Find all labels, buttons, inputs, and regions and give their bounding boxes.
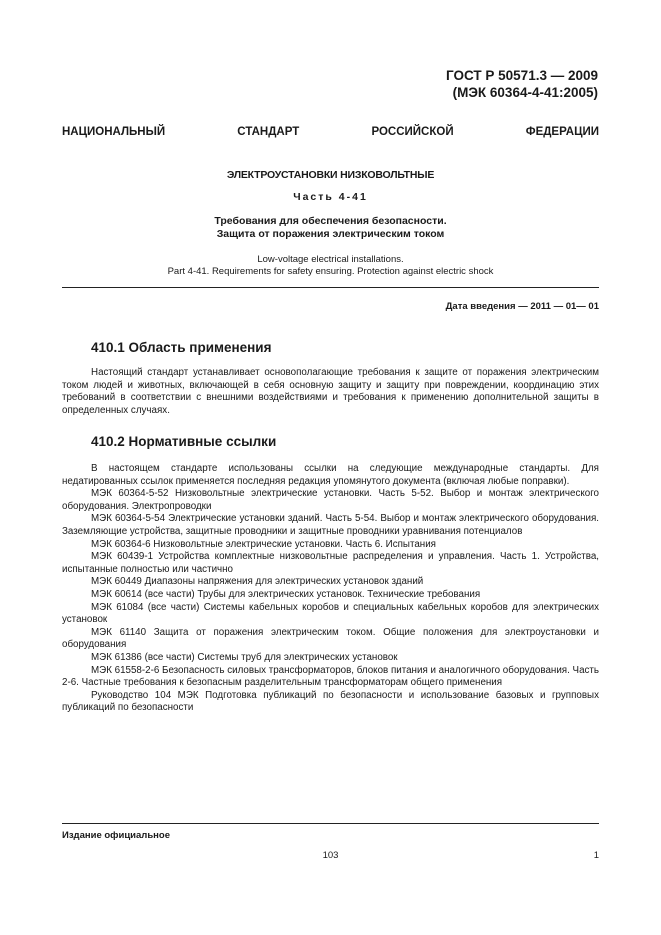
document-part: Часть 4-41 [293,191,368,203]
title-divider [62,287,599,288]
reference-item: МЭК 61558-2-6 Безопасность силовых трансформаторов, блоков питания и аналогичного оборудования. Часть 2-6. Частные требования к безопасным разделительным трансформаторам общего применения [62,664,600,689]
page-number-center: 103 [322,850,339,861]
iec-number: (МЭК 60364-4-41:2005) [452,85,598,100]
reference-item: МЭК 60364-5-54 Электрические установки зданий. Часть 5-54. Выбор и монтаж электрического оборудования. Заземляющие устройства, защитные проводники и защитные проводники уравнивания потенциалов [62,513,599,537]
reference-item: МЭК 61084 (все части) Системы кабельных коробов и специальных кабельных коробов для электрических установок [62,601,599,626]
subtitle-line-1: Требования для обеспечения безопасности. [214,215,447,227]
introduction-date: Дата введения — 2011 — 01— 01 [445,301,599,312]
reference-item: МЭК 60449 Диапазоны напряжения для электрических установок зданий [91,576,424,588]
paragraph: Настоящий стандарт устанавливает основополагающие требования к защите от поражения электрическим током людей и животных, включающей в себя основную защиту и защиту при повреждении, координацию этих требований в соответствии с внешними воздействиями и требования к применению дополнительной защиты в определенных случаях. [62,367,599,416]
footer-divider [62,823,599,824]
reference-item: МЭК 60364-5-52 Низковольтные электрические установки. Часть 5-52. Выбор и монтаж электрического оборудования. Электропроводки [62,488,599,512]
reference-item: Руководство 104 МЭК Подготовка публикаций по безопасности и использование базовых и групповых публикаций по безопасности [62,689,599,714]
document-title: ЭЛЕКТРОУСТАНОВКИ НИЗКОВОЛЬТНЫЕ [226,169,435,181]
paragraph: В настоящем стандарте использованы ссылки на следующие международные стандарты. Для недатированных ссылок применяется последняя редакция упомянутого документа (включая любые поправки). [62,463,599,487]
gost-designation [446,67,598,101]
title-block [62,169,599,278]
gost-number: ГОСТ Р 50571.3 — 2009 [446,68,598,83]
english-title-line-2: Part 4-41. Requirements for safety ensuring. Protection against electric shock [167,266,494,277]
reference-item: МЭК 61386 (все части) Системы труб для электрических установок [91,651,398,663]
page-number-right: 1 [593,850,599,861]
section-body-scope [62,367,599,417]
official-edition-label: Издание официальное [62,830,170,841]
reference-item: МЭК 61140 Защита от поражения электрическим током. Общие положения для электроустановки и оборудования [62,626,599,651]
document-subtitle [62,215,599,241]
national-standard-banner: НАЦИОНАЛЬНЫЙ СТАНДАРТ РОССИЙСКОЙ ФЕДЕРАЦИИ [62,126,599,138]
english-title [62,254,599,278]
reference-item: МЭК 60614 (все части) Трубы для электрических установок. Технические требования [91,588,481,600]
reference-item: МЭК 60364-6 Низковольтные электрические установки. Часть 6. Испытания [91,538,436,550]
reference-item: МЭК 60439-1 Устройства комплектные низковольтные распределения и управления. Часть 1. Устройства, испытанные полностью или частично [62,551,599,575]
section-heading-references: 410.2 Нормативные ссылки [91,434,277,449]
section-body-references [62,463,599,715]
section-heading-scope: 410.1 Область применения [91,340,272,355]
english-title-line-1: Low-voltage electrical installations. [257,254,404,265]
subtitle-line-2: Защита от поражения электрическим током [216,228,445,240]
